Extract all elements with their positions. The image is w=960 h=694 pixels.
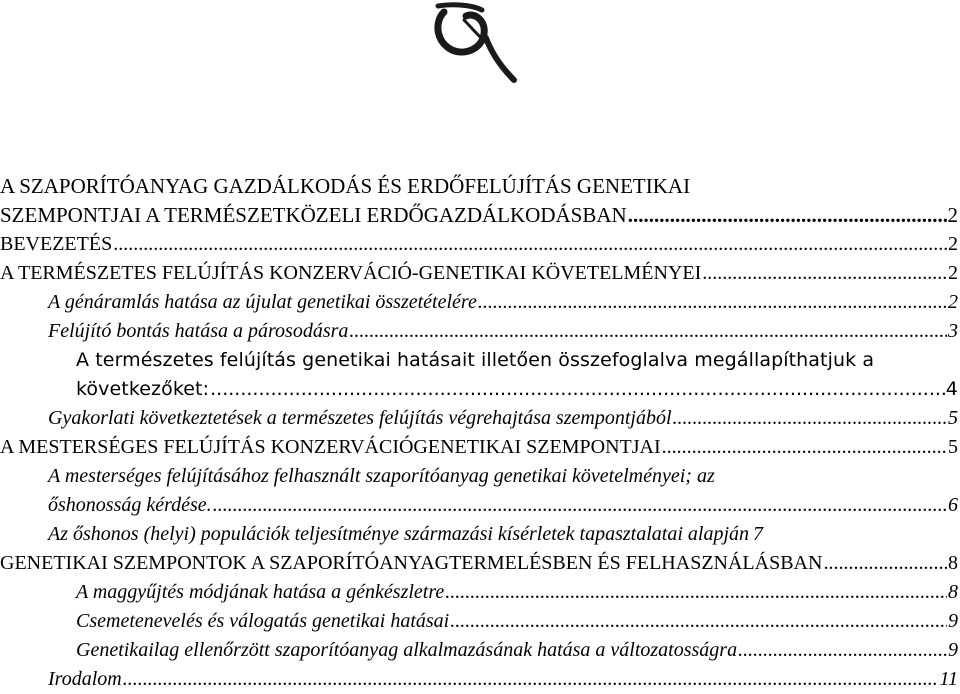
toc-entry[interactable]	[0, 346, 958, 404]
toc-page-number: 9	[948, 639, 958, 661]
toc-page-number: 2	[948, 233, 958, 255]
toc-entry[interactable]	[0, 549, 958, 578]
toc-entry-title: Felújító bontás hatása a párosodásra	[48, 320, 349, 342]
toc-page-number: 5	[948, 407, 958, 429]
toc-page-number: 9	[948, 610, 958, 632]
toc-entry-title: A génáramlás hatása az újulat genetikai összetételére	[48, 291, 477, 313]
toc-entry-title: A maggyűjtés módjának hatása a génkészletre	[76, 581, 445, 603]
dot-leader	[113, 230, 947, 259]
toc-entry-title-line2: következőket:	[76, 378, 210, 400]
dot-leader	[210, 375, 945, 404]
toc-page-number: 5	[948, 436, 958, 458]
toc-entry-title: Csemetenevelés és válogatás genetikai hatásai	[76, 610, 450, 632]
toc-page-number: 4	[945, 378, 958, 400]
dot-leader	[823, 549, 947, 578]
toc-entry[interactable]	[0, 230, 958, 259]
toc-entry[interactable]	[0, 172, 958, 230]
dot-leader	[450, 607, 947, 636]
toc-entry-title-line2: őshonosság kérdése.	[48, 494, 212, 516]
toc-page-number: 2	[948, 291, 958, 313]
toc-entry-title: Gyakorlati következtetések a természetes felújítás végrehajtása szempontjából	[48, 407, 672, 429]
toc-entry-title-line2: SZEMPONTJAI A TERMÉSZETKÖZELI ERDŐGAZDÁLKODÁSBAN	[0, 203, 627, 227]
toc-entry[interactable]	[0, 607, 958, 636]
toc-entry-title-line1: A mesterséges felújításához felhasznált szaporítóanyag genetikai követelményei; az	[48, 465, 715, 487]
toc-entry[interactable]	[0, 520, 958, 549]
toc-entry-title: A TERMÉSZETES FELÚJÍTÁS KONZERVÁCIÓ-GENETIKAI KÖVETELMÉNYEI	[0, 262, 702, 284]
toc-page-number: 11	[939, 668, 958, 690]
toc-entry-title-line1: A természetes felújítás genetikai hatásait illetően összefoglalva megállapíthatjuk a	[76, 349, 875, 371]
toc-page-number: 8	[948, 581, 958, 603]
toc-entry-title: Irodalom	[48, 668, 122, 690]
dot-leader	[662, 433, 947, 462]
toc-entry[interactable]	[0, 433, 958, 462]
leaf-swirl-logo	[430, 2, 526, 86]
dot-leader	[702, 259, 947, 288]
dot-leader	[349, 317, 947, 346]
dot-leader	[628, 201, 947, 230]
toc-entry-title-line1: A SZAPORÍTÓANYAG GAZDÁLKODÁS ÉS ERDŐFELÚJÍTÁS GENETIKAI	[0, 174, 691, 198]
toc-entry[interactable]	[0, 462, 958, 520]
dot-leader	[478, 288, 947, 317]
toc-entry-title: BEVEZETÉS	[0, 233, 113, 255]
dot-leader	[673, 404, 947, 433]
toc-entry-title: Az őshonos (helyi) populációk teljesítménye származási kísérletek tapasztalatai alapján	[48, 523, 750, 545]
toc-entry[interactable]	[0, 288, 958, 317]
table-of-contents	[0, 172, 958, 694]
toc-entry-title: A MESTERSÉGES FELÚJÍTÁS KONZERVÁCIÓGENETIKAI SZEMPONTJAI	[0, 436, 661, 458]
toc-entry[interactable]	[0, 665, 958, 694]
dot-leader	[738, 636, 947, 665]
toc-entry-title: Genetikailag ellenőrzött szaporítóanyag alkalmazásának hatása a változatosságra	[76, 639, 738, 661]
toc-entry[interactable]	[0, 317, 958, 346]
toc-page-number: 6	[948, 494, 958, 516]
toc-page-number: 7	[753, 523, 764, 545]
toc-entry[interactable]	[0, 259, 958, 288]
toc-page-number: 2	[947, 203, 958, 227]
dot-leader	[445, 578, 947, 607]
toc-entry-title: GENETIKAI SZEMPONTOK A SZAPORÍTÓANYAGTERMELÉSBEN ÉS FELHASZNÁLÁSBAN	[0, 552, 823, 574]
dot-leader	[123, 665, 939, 694]
toc-page-number: 8	[948, 552, 958, 574]
dot-leader	[213, 491, 947, 520]
toc-entry[interactable]	[0, 578, 958, 607]
toc-entry[interactable]	[0, 404, 958, 433]
toc-entry[interactable]	[0, 636, 958, 665]
toc-page-number: 3	[948, 320, 958, 342]
toc-page-number: 2	[948, 262, 958, 284]
